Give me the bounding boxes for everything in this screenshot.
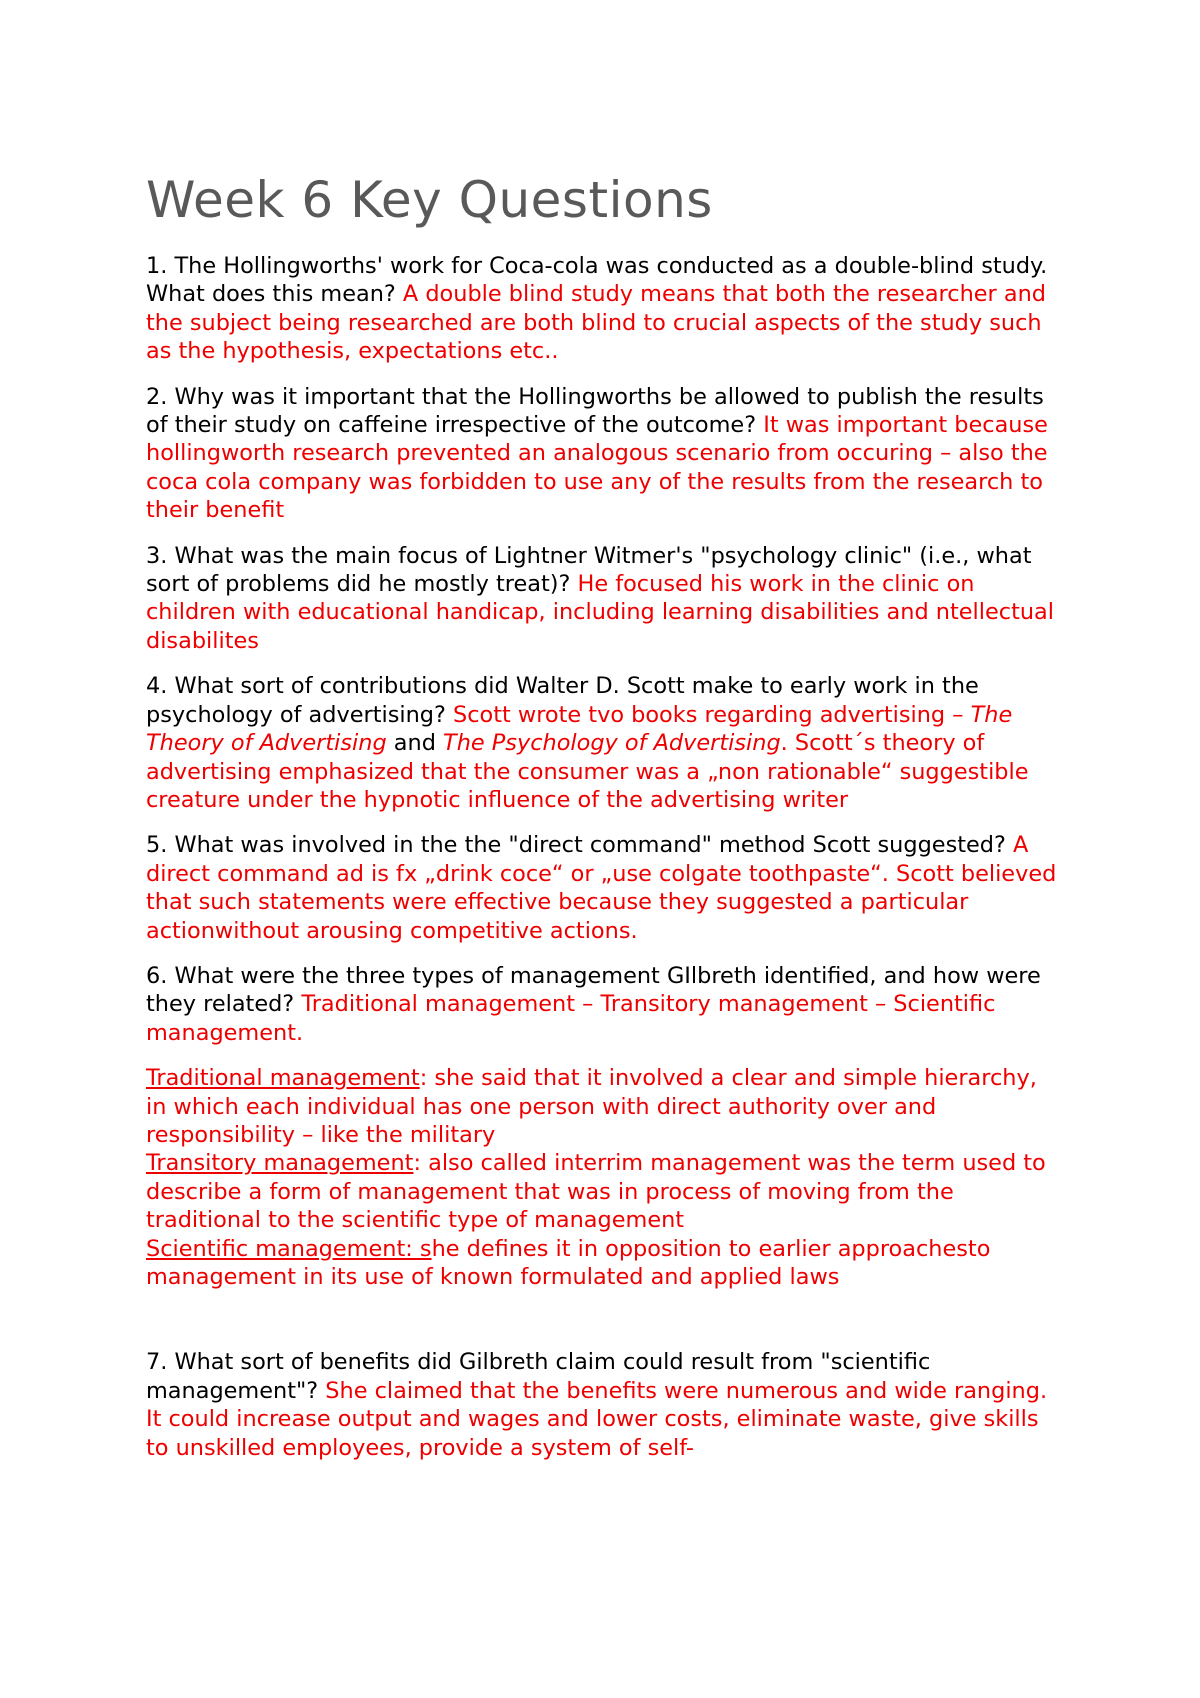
document-title: Week 6 Key Questions [146, 171, 713, 229]
transitory-definition [146, 1149, 1060, 1234]
scientific-definition [146, 1235, 1060, 1292]
question-4 [146, 672, 1060, 814]
question-7-text: 7. What sort of benefits did Gilbreth claim could result from "scientific management"? [146, 1349, 931, 1404]
question-6-text: 6. What were the three types of management GIlbreth identified, and how were they related? [146, 962, 1041, 1018]
scientific-text: he defines it in opposition to earlier approachesto management in its use of known formulated and applied laws [146, 1235, 991, 1290]
question-5-text: 5. What was involved in the the "direct command" method Scott suggested? [146, 832, 1014, 859]
question-1-text: 1. The Hollingworths' work for Coca-cola was conducted as a double-blind study. What does this mean? [146, 253, 1048, 308]
scientific-term: Scientific management: s [146, 1235, 432, 1262]
answer-4-rest: . Scott´s theory of advertising emphasized that the consumer was a „non rationable“ suggestible creature under the hypnotic influence of the advertising writer [146, 730, 1029, 813]
transitory-text: : also called interrim management was the term used to describe a form of management that was in process of moving from the traditional to the scientific type of management [146, 1150, 1046, 1234]
answer-7-text: She claimed that the benefits were numerous and wide ranging. It could increase output and wages and lower costs, eliminate waste, give skills to unskilled employees, provide a system of self- [146, 1377, 1048, 1461]
question-3 [146, 542, 1060, 656]
question-4-text: 4. What sort of contributions did Walter D. Scott make to early work in the psychology of advertising? [146, 673, 979, 728]
answer-4-intro: Scott wrote tvo books regarding advertising – [453, 701, 971, 728]
answer-6-text: Traditional management – Transitory management – Scientific management. [146, 991, 996, 1046]
management-definitions [146, 1064, 1060, 1291]
spacer [146, 1291, 1060, 1348]
answer-4-book-2: The Psychology of Advertising [443, 730, 781, 757]
answer-2-text: It was important because hollingworth research prevented an analogous scenario from occuring – also the coca cola company was forbidden to use any of the results from the research to their benefit [146, 412, 1048, 524]
answer-3-text: He focused his work in the clinic on children with educational handicap, including learning disabilities and ntellectual disabilites [146, 571, 1054, 654]
answer-4-book-1: The Theory of Advertising [146, 701, 1013, 757]
question-2-text: 2. Why was it important that the Hollingworths be allowed to publish the results of their study on caffeine irrespective of the outcome? [146, 383, 1044, 439]
question-1 [146, 252, 1060, 366]
answer-5-text: A direct command ad is fx „drink coce“ or „use colgate toothpaste“. Scott believed that such statements were effective because they suggested a particular actionwithout arousing competitive actions. [146, 832, 1057, 944]
transitory-term: Transitory management [146, 1150, 414, 1177]
answer-1-text: A double blind study means that both the researcher and the subject being researched are both blind to crucial aspects of the study such as the hypothesis, expectations etc.. [146, 281, 1046, 365]
traditional-term: Traditional management [146, 1065, 420, 1092]
question-5 [146, 831, 1060, 945]
traditional-text: : she said that it involved a clear and simple hierarchy, in which each individual has one person with direct authority over and responsibility – like the military [146, 1065, 1037, 1148]
question-7 [146, 1348, 1060, 1462]
answer-4-and: and [386, 730, 444, 757]
question-6 [146, 962, 1060, 1047]
question-2 [146, 383, 1060, 525]
question-3-text: 3. What was the main focus of Lightner Witmer's "psychology clinic" (i.e., what sort of problems did he mostly treat)? [146, 542, 1032, 598]
traditional-definition [146, 1064, 1060, 1149]
